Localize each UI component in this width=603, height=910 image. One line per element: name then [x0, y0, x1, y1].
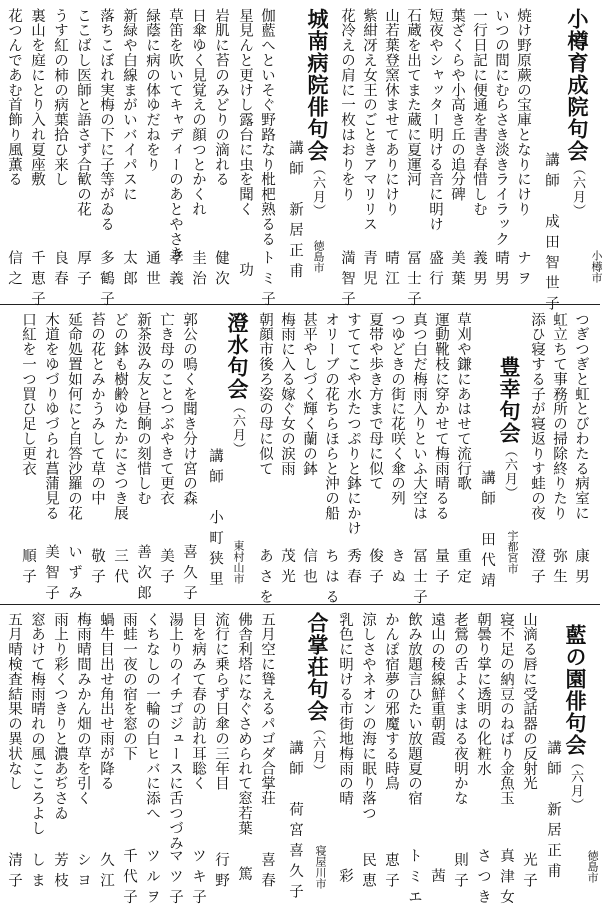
poem-author: 秀春	[345, 548, 361, 589]
poem-line: 花つんであむ首飾り風薫る	[6, 8, 22, 187]
poem-line: 山滴る唇に受話器の反射光	[521, 612, 537, 791]
poem-line: どの鉢も樹齢ゆたかにさつき展	[112, 312, 128, 521]
poem-author: 美葉	[449, 250, 465, 291]
poem-author: きぬ	[389, 548, 405, 589]
poem-author: 光子	[521, 852, 537, 893]
poem-line: 五月空に聳えるパゴダ合掌荘	[259, 612, 275, 806]
poem-author: 盛行	[427, 250, 443, 291]
poem-author: 信也	[301, 548, 317, 589]
poem-author: 冨士子	[411, 548, 427, 610]
poem-line: 雨上り彩くつきりと濃あぢさゐ	[52, 612, 68, 821]
poem-line: 岩肌に苔のみどりの滴れる	[213, 8, 229, 187]
poem-author: 健次	[213, 250, 229, 291]
poem-author: 民恵	[360, 852, 376, 893]
poem-author: 信之	[6, 250, 22, 291]
teacher-city-otaru: 小樽市	[590, 250, 603, 283]
poem-author: 茜	[429, 868, 445, 889]
poem-line: すててこや水たつぷりと鉢にかけ	[345, 312, 361, 536]
poem-author: 多鶴子	[98, 250, 114, 312]
poem-line: 短夜やシャッター明ける音に明け	[427, 8, 443, 232]
poem-line: いつの間にむらさき淡きライラック	[493, 8, 509, 247]
poem-author: 敬子	[89, 548, 105, 589]
teacher-otaru: 講師 成田智世子	[543, 152, 559, 316]
poem-author: 厚子	[75, 250, 91, 291]
poem-line: 涼しさやネオンの海に眠り落つ	[360, 612, 376, 821]
poem-line: くちなしの一輪の白ヒバに添へ	[144, 612, 160, 821]
poem-author: ツルヲ	[144, 848, 160, 910]
poem-line: 山若葉登窯休ませてありにけり	[383, 8, 399, 217]
poem-line: 雨蛙一夜の宿を窓の下	[121, 612, 137, 761]
poem-author: ちはる	[323, 548, 339, 610]
poem-line: 新緑や白線まがいバイパスに	[121, 8, 137, 202]
poem-line: 蝸牛目出せ角出せ雨が降る	[98, 612, 114, 791]
poem-line: 梅雨に入る嫁ぐ女の涙雨	[279, 312, 295, 476]
poem-line: 夏帯や歩き方まで母に似て	[367, 312, 383, 491]
poem-line: 日傘ゆく見覚えの顔つとかくれ	[190, 8, 206, 217]
poem-line: 朝顔市後ろ姿の母に似て	[257, 312, 273, 476]
poem-author: 太郎	[121, 250, 137, 291]
poem-author: 千恵子	[29, 250, 45, 312]
poem-line: 口紅を一つ買ひ足し更衣	[20, 312, 36, 476]
poem-author: 晴江	[383, 250, 399, 291]
teacher-hoko: 講師 田代靖	[479, 470, 495, 593]
poem-line: 乳色に明ける市街地梅雨の晴	[337, 612, 353, 806]
poem-author: 量子	[433, 548, 449, 589]
section-title-ainosono: 藍の園俳句会（六月）	[563, 624, 588, 812]
poem-author: さつき	[475, 848, 491, 910]
poem-author: 真津女	[498, 848, 514, 910]
section-title-otaru: 小樽育成院句会（六月）	[565, 8, 590, 218]
poem-author: 善次郎	[135, 544, 151, 606]
poem-line: 緑蔭に病の体ゆだねをり	[144, 8, 160, 172]
poem-author: 孝義	[167, 250, 183, 291]
poem-line: 草刈や鎌にあはせて流行歌	[455, 312, 471, 491]
poem-author: いずみ	[66, 544, 82, 606]
poem-author: 満智子	[339, 250, 355, 312]
section-title-chosui: 澄水句会（六月）	[225, 312, 250, 456]
poem-author: トミ子	[259, 250, 275, 312]
poem-author: 澄子	[529, 548, 545, 589]
poem-author: 美智子	[43, 544, 59, 606]
teacher-city-gassho: 寝屋川市	[314, 845, 327, 889]
poem-line: 苔の花とみかうみして草の中	[89, 312, 105, 506]
poem-author: 良春	[52, 250, 68, 291]
poem-line: 裏山を庭にとり入れ夏座敷	[29, 8, 45, 187]
poem-author: 義男	[471, 250, 487, 291]
poem-author: 弥生	[551, 548, 567, 589]
poem-line: 老鶯の舌よくまはる夜明かな	[452, 612, 468, 806]
poem-author: 彩	[337, 868, 353, 889]
poem-line: 延命処置如何にと自答沙羅の花	[66, 312, 82, 521]
poem-author: しま	[29, 852, 45, 893]
poem-line: 葉ざくらや小高き丘の追分碑	[449, 8, 465, 202]
poem-line: かんぽ宿夢の邪魔する時鳥	[383, 612, 399, 791]
divider-top	[0, 304, 600, 305]
poem-line: 一行日記に便通を書き春惜しむ	[471, 8, 487, 217]
poem-line: 木道をゆづりゆづられ菖蒲見る	[43, 312, 59, 521]
poem-line: 草笛を吹いてキャディーのあとやさき	[167, 8, 183, 262]
poem-author: 茂光	[279, 548, 295, 589]
poem-author: トミエ	[406, 848, 422, 910]
poem-author: マツ子	[167, 848, 183, 910]
poem-author: 則子	[452, 852, 468, 893]
poem-author: 功	[237, 262, 253, 283]
poem-line: ここばし医師と語さず合歓の花	[75, 8, 91, 217]
poem-line: うす紅の柿の病葉拾ひ来し	[52, 8, 68, 187]
poem-line: 寝不足の納豆のねばり金魚玉	[498, 612, 514, 806]
teacher-city-hoko: 宇都宮市	[506, 530, 519, 574]
poem-line: 焼け野原蕨の宝庫となりにけり	[515, 8, 531, 217]
poem-author: 清子	[6, 852, 22, 893]
poem-author: 通世	[144, 250, 160, 291]
poem-author: 行野	[213, 852, 229, 893]
poem-line: 五月晴検査結果の異状なし	[6, 612, 22, 791]
poem-author: 千代子	[121, 848, 137, 910]
poem-line: 流行に乗らず日傘の三年目	[213, 612, 229, 791]
poem-line: 伽藍へといそぐ野路なり枇杷熟るる	[259, 8, 275, 247]
poem-line: 石蔵を出てまた蔵に夏運河	[405, 8, 421, 187]
section-title-jonan: 城南病院俳句会（六月）	[305, 8, 330, 218]
poem-line: 紫紺冴え女王のごときアマリリス	[361, 8, 377, 232]
poem-author: 重定	[455, 548, 471, 589]
poem-author: 順子	[20, 548, 36, 589]
teacher-gassho: 講師 荷宮喜久子	[287, 740, 303, 904]
poem-line: 湯上りのイチゴジュースに舌つづみ	[167, 612, 183, 851]
poem-line: 飲み放題言ひたい放題夏の宿	[406, 612, 422, 806]
poem-author: ツキ子	[190, 848, 206, 910]
poem-line: つぎつぎと虹とびわたる病室に	[573, 312, 589, 521]
teacher-jonan: 講師 新居正甫	[287, 140, 303, 284]
poem-author: 晴男	[493, 250, 509, 291]
poem-author: 三代	[112, 548, 128, 589]
poem-line: 虹立ちて事務所の掃除終りたり	[551, 312, 567, 521]
poem-author: 篤	[236, 866, 252, 887]
teacher-city-jonan: 徳島市	[312, 240, 325, 273]
section-title-hoko: 豊幸句会（六月）	[497, 356, 522, 500]
poem-line: 目を病みて春の訪れ耳聡く	[190, 612, 206, 791]
poem-author: あさを	[257, 548, 273, 610]
poem-line: 運動靴枝に穿かせて梅雨晴るる	[433, 312, 449, 521]
poem-line: 窓あけて梅雨晴れの風こころよし	[29, 612, 45, 836]
poem-author: ナヲ	[515, 250, 531, 291]
poem-line: 甚平やしづく輝く蘭の鉢	[301, 312, 317, 476]
poem-line: 落ちこぼれ実梅の下に子等がゐる	[98, 8, 114, 232]
poem-author: 芳枝	[52, 852, 68, 893]
poem-author: 康男	[573, 548, 589, 589]
poem-line: オリーブの花ちらほらと沖の船	[323, 312, 339, 521]
poem-author: 美子	[158, 548, 174, 589]
divider-middle	[0, 604, 600, 605]
section-title-gassho: 合掌荘句会（六月）	[305, 612, 330, 778]
poem-author: 俊子	[367, 548, 383, 589]
teacher-city-ainosono: 徳島市	[586, 850, 599, 883]
poem-line: 佛舎利塔になぐさめられて窓若葉	[236, 612, 252, 836]
poem-line: 朝曇り掌に透明の化粧水	[475, 612, 491, 776]
poem-line: 真つ白だ梅雨入りといふ大空は	[411, 312, 427, 521]
poem-author: 圭治	[190, 250, 206, 291]
poem-author: シヨ	[75, 852, 91, 893]
poem-author: 恵子	[383, 852, 399, 893]
teacher-city-chosui: 東村山市	[232, 540, 245, 584]
poem-line: 花冷えの肩に一枚はおりをり	[339, 8, 355, 202]
poem-author: 久江	[98, 852, 114, 893]
poem-line: 梅雨晴間みかん畑の草を引く	[75, 612, 91, 806]
poem-line: 添ひ寝する子が寝返りす蛙の夜	[529, 312, 545, 521]
poem-author: 青児	[361, 250, 377, 291]
poem-line: 新茶汲み友と昼餉の刻惜しむ	[135, 312, 151, 506]
poem-author: 喜久子	[181, 544, 197, 606]
poem-author: 冨士子	[405, 250, 421, 312]
poem-author: 喜春	[259, 852, 275, 893]
poem-line: つゆどきの街に花咲く傘の列	[389, 312, 405, 506]
poem-line: 郭公の鳴くを聞き分け宮の森	[181, 312, 197, 506]
poem-line: 亡き母のことつぶやきて更衣	[158, 312, 174, 506]
teacher-ainosono: 講師 新居正甫	[545, 740, 561, 884]
poem-line: 星見んと更けし露台に虫を聞く	[237, 8, 253, 217]
teacher-chosui: 講師 小町狭里	[207, 448, 223, 592]
poem-line: 遠山の稜線鮮重朝霞	[429, 612, 445, 747]
